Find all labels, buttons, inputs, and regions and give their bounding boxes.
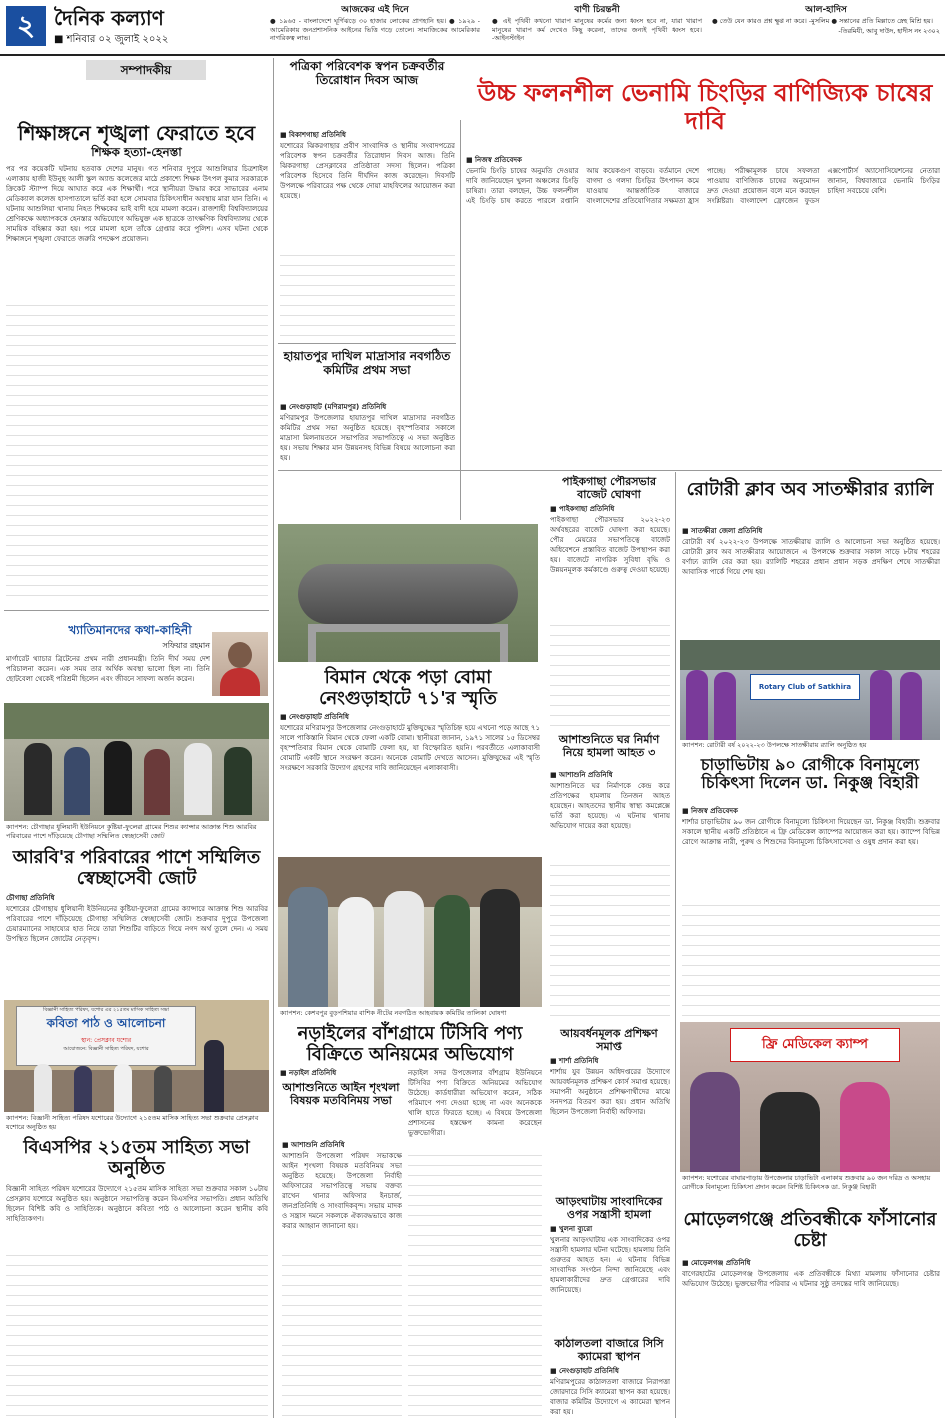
bomb-body: যশোরের মণিরামপুর উপজেলার নেংগুড়াহাটে মুক্তিযুদ্ধের স্মৃতিচিহ্ন হয়ে এখনো পড়ে আছে ৭১ সালে পাকিস্তানি বিমান থেকে ফেলা একটি বোমা। স্থানীয়রা জানান, ১৯৭১ সালের ১৫ ডিসেম্বর বৃহস্পতিবার বিমান থেকে বোমাটি ফেলা হয়, যা বিস্ফোরিত হয়নি। পরবর্তীতে এলাকাবাসী বোমাটি একটি স্থানে সংরক্ষণ করেন। অনেকে বোমাটি দেখতে আসেন। মুক্তিযুদ্ধের এই স্মৃতি সংরক্ষণে সরকারি উদ্যোগ গ্রহণের দাবি জানিয়েছেন এলাকাবাসী।	[280, 724, 540, 772]
hadith-box	[712, 2, 940, 52]
rotary-headline: রোটারী ক্লাব অব সাতক্ষীরার র‌্যালি	[686, 479, 934, 500]
madrasa-byline: ■ নেংগুড়াহাট (মণিরামপুর) প্রতিনিধি	[280, 403, 387, 411]
journalist-byline: ■ বিকাশগাছা প্রতিনিধি	[280, 131, 346, 139]
journalist-body-continuation	[280, 250, 455, 336]
arbir-byline: চৌগাছা প্রতিনিধি	[6, 894, 55, 902]
disabled-headline: মোড়েলগঞ্জে প্রতিবন্ধীকে ফাঁসানোর চেষ্টা	[683, 1209, 937, 1251]
column-rule	[273, 58, 274, 1418]
column-title: খ্যাতিমানদের কথা-কাহিনী	[68, 623, 192, 637]
tcb-body: নড়াইল সদর উপজেলার বাঁশগ্রাম ইউনিয়নে টিসিবির পণ্য বিক্রিতে অনিয়মের অভিযোগ উঠেছে। কার্ডধারীরা অভিযোগ করেন, সঠিক পরিমাণে পণ্য দেওয়া হচ্ছে না এবং অনেককে খালি হাতে ফিরতে হচ্ছে। এ বিষয়ে উপজেলা প্রশাসনের হস্তক্ষেপ কামনা করেছেন ভুক্তভোগীরা।	[408, 1069, 542, 1137]
madrasa-headline: হায়াতপুর দাখিল মাদ্রাসার নবগঠিত কমিটির প্রথম সভা	[283, 349, 451, 377]
fire-byline: ■ আশাশুনি প্রতিনিধি	[550, 771, 613, 779]
paikgacha-body: পাইকগাছা পৌরসভার ২০২২-২৩ অর্থবছরের বাজেট ঘোষণা করা হয়েছে। পৌর মেয়রের সভাপতিত্বে বাজেট অধিবেশনে প্রস্তাবিত বাজেট উপস্থাপন করা হয়। বাজেটে নাগরিক সুবিধা বৃদ্ধি ও উন্নয়নমূলক কর্মকাণ্ডে গুরুত্ব দেওয়া হয়েছে।	[550, 516, 670, 574]
arbir-photo	[4, 703, 269, 821]
column-rule	[675, 472, 676, 1418]
editorial-headline: শিক্ষাঙ্গনে শৃঙ্খলা ফেরাতে হবে	[17, 121, 256, 145]
today-title: আজকের এই দিনে	[341, 5, 409, 15]
today-text: ● ১৯৬৫ - বাংলাদেশে ঘূর্ণিঝড়ে ৩০ হাজার লোকের প্রাণহানি হয়। ● ১৯২৯ - আমেরিকায় জনপ্রশাসনিক আইনের ভিত্তি গড়ে তোলে। সামাজিকের আমেরিকার নাগরিকত্ব লাভ।	[270, 17, 480, 42]
arbir-headline: আরবি'র পরিবারের পাশে সম্মিলিত স্বেচ্ছাসেবী জোট	[12, 847, 261, 889]
cctv-headline: কাঠালতলা বাজারে সিসি ক্যামেরা স্থাপন	[554, 1337, 664, 1363]
bisp-headline: বিএসপির ২১৫তম সাহিত্য সভা অনুষ্ঠিত	[23, 1137, 250, 1179]
today-box	[270, 2, 480, 46]
quote-text: ● এই পৃথিবী কখনো খারাপ মানুষের কর্মের জন্য ধ্বংস হবে না, যারা খারাপ মানুষের খারাপ কর্ম দেখেও কিছু করেনা, তাদের জন্যই পৃথিবী ধ্বংস হবে। -আইনস্টাইন	[492, 17, 702, 42]
attack-headline: আড়ংঘাটায় সাংবাদিকের ওপর সন্ত্রাসী হামলা	[555, 1195, 663, 1221]
journalist-headline: পত্রিকা পরিবেশক স্বপন চক্রবর্তীর তিরোধান দিবস আজ	[289, 59, 445, 87]
editorial-section-label: সম্পাদকীয়	[86, 60, 206, 80]
bomb-photo	[278, 524, 538, 662]
journalist-body: যশোরের ঝিকরগাছার প্রবীণ সাংবাদিক ও স্থানীয় সংবাদপত্রের পরিবেশক স্বপন চক্রবর্তীর তিরোধান দিবস আজ। তিনি ঝিকরগাছা প্রেসক্লাবের প্রতিষ্ঠাতা সদস্য ছিলেন। পত্রিকা পরিবেশক হিসেবে তিনি দীর্ঘদিন কাজ করেছেন। দিবসটি উপলক্ষে পরিবারের পক্ষ থেকে দোয়া মাহফিলের আয়োজন করা হয়েছে।	[280, 142, 455, 200]
training-headline: আয়বর্ধনমূলক প্রশিক্ষণ সমাপ্ত	[560, 1027, 658, 1053]
bomb-caption: ক্যাপশন: কেশবপুর বুড়পশিয়ার বাশিক নীটের নবগঠিত আহবায়ক কমিটির তালিকা ঘোষণা	[280, 1009, 507, 1017]
bisp-caption: ক্যাপশন: বিজ্ঞানী সাহিত্য পরিষদ যশোরের উদ্যোগে ২১৫তম মাসিক সাহিত্য সভা শুক্রবার প্রেসক্লাব যশোরে অনুষ্ঠিত হয়	[6, 1114, 259, 1131]
editorial-body-continuation	[6, 300, 268, 600]
bisp-banner-venue: স্থান: প্রেসক্লাব যশোর	[80, 1037, 132, 1044]
paper-name: দৈনিক কল্যাণ	[54, 6, 164, 30]
shrimp-body: ভেনামি চিংড়ি চাষের অনুমতি দেওয়ার দাবি জানিয়েছেন খুলনা অঞ্চলের চিংড়ি চাষিরা। তারা বলছেন, উচ্চ ফলনশীল এই চিংড়ি চাষ করতে পারলে রপ্তানি আয় কয়েকগুণ বাড়বে। বর্তমানে দেশে বাগদা ও গলদা চিংড়ির উৎপাদন কমে যাওয়ায় আন্তর্জাতিক বাজারে বাংলাদেশের প্রতিযোগিতার সক্ষমতা হ্রাস পাচ্ছে। পরীক্ষামূলক চাষে সফলতা পাওয়ায় বাণিজ্যিক চাষের অনুমোদন দ্রুত দেওয়া প্রয়োজন বলে মনে করছেন সংশ্লিষ্টরা। বাংলাদেশ ফ্রোজেন ফুডস এক্সপোর্টার্স অ্যাসোসিয়েশনের নেতারা জানান, বিশ্ববাজারে ভেনামি চিংড়ির চাহিদা সবচেয়ে বেশি।	[466, 167, 940, 205]
columnist-photo	[212, 632, 268, 696]
rotary-caption: ক্যাপশন: রোটারী বর্ষ ২০২২-২৩ উপলক্ষে সাতক্ষীরায় র‌্যালি অনুষ্ঠিত হয়	[682, 741, 867, 749]
camp-body: শার্শার চাড়াভিটায় ৯০ জন রোগীকে বিনামূল্যে চিকিৎসা দিয়েছেন ডা. নিকুঞ্জ বিহারী। শুক্রবার সকালে স্থানীয় একটি প্রতিষ্ঠানে এ ফ্রি মেডিকেল ক্যাম্পের আয়োজন করা হয়। ক্যাম্পে বিভিন্ন রোগে আক্রান্ত নারী, পুরুষ ও শিশুদের বিনামূল্যে চিকিৎসাসেবা ও ওষুধ প্রদান করা হয়।	[682, 818, 940, 846]
tcb-headline: নড়াইলের বাঁশগ্রামে টিসিবি পণ্য বিক্রিতে অনিয়মের অভিযোগ	[297, 1023, 523, 1065]
training-body: শার্শায় যুব উন্নয়ন অধিদপ্তরের উদ্যোগে আয়বর্ধনমূলক প্রশিক্ষণ কোর্স সমাপ্ত হয়েছে। সমাপনী অনুষ্ঠানে প্রশিক্ষণার্থীদের মাঝে সনদপত্র বিতরণ করা হয়। প্রধান অতিথি ছিলেন উপজেলা নির্বাহী অফিসার।	[550, 1068, 670, 1116]
shrimp-byline: ■ নিজস্ব প্রতিবেদক	[466, 156, 522, 164]
cctv-body: মণিরামপুরের কাঠালতলা বাজারে নিরাপত্তা জোরদারে সিসি ক্যামেরা স্থাপন করা হয়েছে। বাজার কমিটির উদ্যোগে এ ক্যামেরা স্থাপন করা হয়।	[550, 1378, 670, 1416]
bisp-banner-title: বিজ্ঞানী সাহিত্য পরিষদ, যশোর এর ২১৫তম মাসিক সাহিত্য সভা	[43, 1007, 169, 1013]
fire-body-continuation	[550, 860, 670, 1020]
cctv-byline: ■ নেংগুড়াহাট প্রতিনিধি	[550, 1367, 619, 1375]
camp-banner: ফ্রি মেডিকেল ক্যাম্প	[762, 1037, 868, 1052]
column-author: সফিয়ার রহমান	[162, 641, 210, 650]
disabled-body: বাগেরহাটের মোড়েলগঞ্জ উপজেলায় এক প্রতিবন্ধীকে মিথ্যা মামলায় ফাঁসানোর চেষ্টার অভিযোগ উঠেছে। ভুক্তভোগীর পরিবার এ ঘটনার সুষ্ঠু তদন্তের দাবি জানিয়েছে।	[682, 1270, 940, 1288]
hadith-text: ● তেউ যেন কারও প্রশ্ন ক্ষুণ্ণ না করে। -মুসলিম ● সন্তানের প্রতি মিল্লাতে স্নেহ মিশ্রি হয়।	[712, 17, 934, 25]
paikgacha-headline: পাইকগাছা পৌরসভার বাজেট ঘোষণা	[562, 475, 656, 501]
quote-title: বাণী চিরন্তনী	[574, 5, 620, 15]
madrasa-body: মণিরামপুর উপজেলার হায়াতপুর দাখিল মাদ্রাসার নবগঠিত কমিটির প্রথম সভা অনুষ্ঠিত হয়েছে। বৃহস্পতিবার সকালে মাদ্রাসা মিলনায়তনে সভাপতির সভাপতিত্বে এ সভা অনুষ্ঠিত হয়। সভায় শিক্ষার মান উন্নয়নসহ বিভিন্ন বিষয়ে আলোচনা করা হয়।	[280, 414, 455, 462]
training-byline: ■ শার্শা প্রতিনিধি	[550, 1057, 599, 1065]
rotary-byline: ■ সাতক্ষীরা জেলা প্রতিনিধি	[682, 527, 763, 535]
editorial-body: পর পর কয়েকটি ঘটনায় হতবাক দেশের মানুষ। গত শনিবার দুপুরে আশুলিয়ার চিত্রশাইল এলাকায় হাজী ইউনুছ আলী স্কুল অ্যান্ড কলেজের মাঠে প্রকাশ্যে শিক্ষক উৎপল কুমার সরকারকে ক্রিকেট স্ট্যাম্প দিয়ে আঘাত করে এক শিক্ষার্থী। পরে স্থানীয়রা উদ্ধার করে সাভারের এনাম মেডিক্যাল কলেজ হাসপাতালে ভর্তি করা হলে সোমবার চিকিৎসাধীন অবস্থায় মারা যান তিনি। এ ঘটনায় আশুলিয়া থানায় নিহত শিক্ষকের ভাই বাদী হয়ে মামলা করেন। রাজশাহী বিশ্ববিদ্যালয়ের শ্রেণিকক্ষে অধ্যাপককে হেনস্তার অভিযোগে অভিযুক্ত এক ছাত্রকে তাৎক্ষণিক বিশ্ববিদ্যালয় থেকে সাময়িক বহিষ্কার করা হয়। পরে মামলা হলে তাঁকে গ্রেপ্তার করে পুলিশ। এসব ঘটনা থেকে শিক্ষাঙ্গনে শৃঙ্খলা ফেরাতে জরুরি পদক্ষেপ প্রয়োজন।	[6, 165, 268, 243]
camp-headline: চাড়াভিটায় ৯০ রোগীকে বিনামূল্যে চিকিৎসা দিলেন ডা. নিকুঞ্জ বিহারী	[700, 755, 920, 793]
rule	[278, 343, 456, 344]
rotary-photo	[680, 640, 940, 740]
column-body: মার্গারেট থ্যাচার ব্রিটেনের প্রথম নারী প্রধানমন্ত্রী। তিনি দীর্ঘ সময় দেশ পরিচালনা করেন। এক সময় তার অর্থিক অবস্থা ভালো ছিল না। তিনি ছোটবেলা থেকেই পরিশ্রমী ছিলেন এবং জীবনে সাফল্য অর্জন করেন।	[6, 655, 210, 683]
rule	[278, 470, 942, 471]
tcb-body-continuation	[408, 1150, 542, 1416]
attack-body: খুলনার আড়ংঘাটায় এক সাংবাদিকের ওপর সন্ত্রাসী হামলার ঘটনা ঘটেছে। হামলায় তিনি গুরুতর আহত হন। এ ঘটনায় বিভিন্ন সাংবাদিক সংগঠন নিন্দা জানিয়েছে এবং হামলাকারীদের দ্রুত গ্রেপ্তারের দাবি জানিয়েছে।	[550, 1236, 670, 1294]
rotary-banner: Rotary Club of Satkhira	[758, 683, 852, 691]
arbir-caption: ক্যাপশন: চৌগাছার ধুলিয়ানী ইউনিয়নে কুষ্টিয়া-ফুলেরা গ্রামের শিশুর ক্যান্সার আক্রান্ত শিশু আরবির পরিবারের পাশে দাঁড়িয়েছে চৌগাছা সম্মিলিত স্বেচ্ছাসেবী জোট	[6, 823, 257, 840]
law-headline: আশাশুনিতে আইন শৃংখলা বিষয়ক মতবিনিময় সভা	[282, 1081, 400, 1107]
date-line: ■ শনিবার ০২ জুলাই ২০২২	[54, 34, 169, 45]
arbir-body: যশোরের চৌগাছায় ধুলিয়ানী ইউনিয়নের কুষ্টিয়া-ফুলেরা গ্রামের ক্যান্সারে আক্রান্ত শিশু আরবির পরিবারের পাশে দাঁড়িয়েছে চৌগাছা সম্মিলিত স্বেচ্ছাসেবী জোট। শুক্রবার দুপুরে উপজেলা চেয়ারম্যানের সাহায্যের হাত নিয়ে তারা শিশুটির বাড়িতে গিয়ে নগদ অর্থ তুলে দেন। এ সময় উপস্থিত ছিলেন জোটের নেতৃবৃন্দ।	[6, 905, 268, 943]
bomb-headline: বিমান থেকে পড়া বোমা নেংগুড়াহাটে ৭১'র স্মৃতি	[319, 667, 497, 709]
camp-byline: ■ নিজস্ব প্রতিবেদক	[682, 807, 738, 815]
disabled-byline: ■ মোড়েলগঞ্জ প্রতিনিধি	[682, 1259, 751, 1267]
committee-photo	[278, 857, 542, 1007]
paikgacha-body-continuation	[550, 620, 670, 728]
fire-body: আশাশুনিতে ঘর নির্মাণকে কেন্দ্র করে প্রতিপক্ষের হামলায় তিনজন আহত হয়েছেন। আহতদের স্থানীয় স্বাস্থ্য কমপ্লেক্সে ভর্তি করা হয়েছে। এ ঘটনায় থানায় অভিযোগ দায়ের করা হয়েছে।	[550, 782, 670, 830]
bisp-photo	[4, 1000, 269, 1112]
bisp-banner-main: কবিতা পাঠ ও আলোচনা	[46, 1016, 166, 1030]
masthead-rule	[0, 54, 945, 56]
law-body: আশাশুনি উপজেলা পরিষদ সভাকক্ষে আইন শৃংখলা বিষয়ক মতবিনিময় সভা অনুষ্ঠিত হয়েছে। উপজেলা নির্বাহী অফিসারের সভাপতিত্বে সভায় বক্তব্য রাখেন থানার অফিসার ইনচার্জ, জনপ্রতিনিধি ও সাংবাদিকবৃন্দ। সভায় মাদক ও সন্ত্রাস দমনে সকলকে ঐক্যবদ্ধভাবে কাজ করার আহ্বান জানানো হয়।	[282, 1152, 402, 1230]
bomb-byline: ■ নেংগুড়াহাট প্রতিনিধি	[280, 713, 349, 721]
masthead	[0, 0, 945, 56]
editorial-subhead: শিক্ষক হত্যা-হেনস্তা	[91, 145, 182, 159]
fire-headline: আশাশুনিতে ঘর নির্মাণ নিয়ে হামলা আহত ৩	[558, 733, 660, 759]
shrimp-headline: উচ্চ ফলনশীল ভেনামি চিংড়ির বাণিজ্যিক চাষের দাবি	[477, 79, 933, 135]
camp-body-continuation	[682, 900, 940, 1016]
camp-photo	[680, 1022, 940, 1172]
camp-caption: ক্যাপশন: যশোরের বাঘারপাড়ায় উপজেলার চাড়াভিটা এলাকায় শুক্রবার ৯০ জন দরিদ্র ও অসহায় রোগীকে বিনামূল্যে চিকিৎসা প্রদান করেন বিশিষ্ট চিকিৎসক ডা. নিকুঞ্জ বিহারী	[682, 1174, 931, 1191]
hadith-source: -তিরমিযী, আবু দাউদ, হাদীস নং ২৩০২	[838, 26, 940, 35]
rotary-body: রোটারী বর্ষ ২০২২-২৩ উপলক্ষে সাতক্ষীরায় র‌্যালি ও আলোচনা সভা অনুষ্ঠিত হয়েছে। রোটারী ক্লাব অব সাতক্ষীরার আয়োজনে এ উপলক্ষে শুক্রবার সকাল সাড়ে ৮টায় শহরের বর্ণাঢ্য র‌্যালি বের করা হয়। র‌্যালিটি শহরের প্রধান প্রধান সড়ক প্রদক্ষিণ শেষে সাতক্ষীরা আবাসিক পার্কে গিয়ে শেষ হয়।	[682, 538, 940, 576]
bisp-body: বিজ্ঞানী সাহিত্য পরিষদ যশোরের উদ্যোগে ২১৫তম মাসিক সাহিত্য সভা শুক্রবার সকাল ১০টায় প্রেসক্লাব যশোরে অনুষ্ঠিত হয়। অনুষ্ঠানে সভাপতিত্ব করেন বিএসপির সভাপতি। প্রধান অতিথি ছিলেন বিশিষ্ট কবি ও সাহিত্যিক। অনুষ্ঠানে কবিতা পাঠ ও আলোচনা করেন স্থানীয় কবি সাহিত্যিকগণ।	[6, 1185, 268, 1223]
quote-box	[492, 2, 702, 46]
attack-byline: ■ খুলনা ব্যুরো	[550, 1225, 593, 1233]
tcb-byline: ■ নড়াইল প্রতিনিধি	[280, 1069, 337, 1077]
law-body-continuation	[282, 1250, 402, 1416]
column-rule	[460, 120, 461, 520]
hadith-title: আল-হাদিস	[805, 5, 847, 15]
bisp-banner-org: আয়োজনে: বিজ্ঞানী সাহিত্য পরিষদ, যশোর	[63, 1046, 149, 1052]
bisp-body-continuation	[6, 1250, 268, 1416]
paikgacha-byline: ■ পাইকগাছা প্রতিনিধি	[550, 505, 615, 513]
rule	[4, 610, 269, 611]
law-byline: ■ আশাশুনি প্রতিনিধি	[282, 1141, 345, 1149]
page-number: ২	[6, 6, 46, 46]
